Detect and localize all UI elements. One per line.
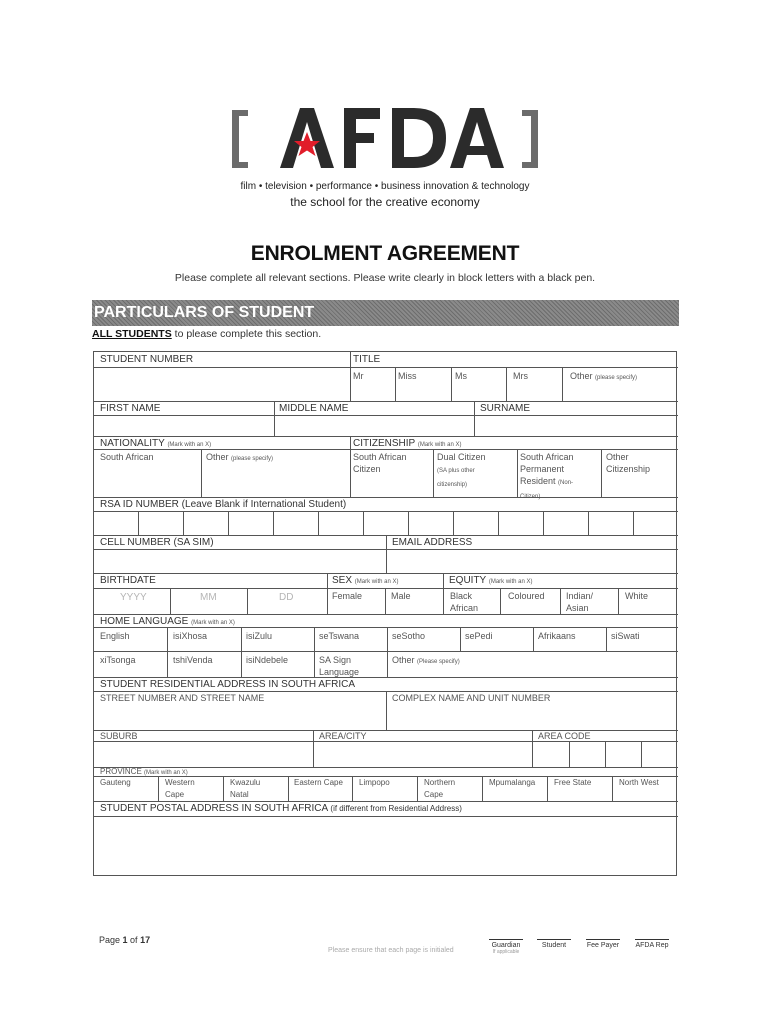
province-north-west[interactable]: North West — [619, 778, 659, 787]
first-name-label: FIRST NAME — [100, 403, 161, 414]
area-code-label: AREA CODE — [538, 731, 591, 741]
province-free-state[interactable]: Free State — [554, 778, 592, 787]
citizenship-dual[interactable]: Dual Citizen (SA plus other citizenship) — [437, 452, 486, 488]
lang-isindebele[interactable]: isiNdebele — [246, 655, 289, 665]
student-number-label: STUDENT NUMBER — [100, 354, 194, 365]
street-label: STREET NUMBER AND STREET NAME — [100, 693, 265, 703]
sex-male[interactable]: Male — [391, 591, 411, 601]
middle-name-label: MIDDLE NAME — [279, 403, 349, 414]
nationality-south-african[interactable]: South African — [100, 452, 154, 462]
email-label: EMAIL ADDRESS — [392, 537, 473, 548]
suburb-label: SUBURB — [100, 731, 138, 741]
citizenship-other[interactable]: Other Citizenship — [606, 452, 651, 474]
lang-siswati[interactable]: siSwati — [611, 631, 640, 641]
particulars-form — [93, 351, 677, 876]
slogan: the school for the creative economy — [290, 195, 480, 209]
residential-address-label: STUDENT RESIDENTIAL ADDRESS IN SOUTH AFRICA — [100, 679, 356, 690]
province-gauteng[interactable]: Gauteng — [100, 778, 131, 787]
lang-sesotho[interactable]: seSotho — [392, 631, 426, 641]
complex-label: COMPLEX NAME AND UNIT NUMBER — [392, 693, 551, 703]
home-language-label: HOME LANGUAGE (Mark with an X) — [100, 616, 235, 627]
student-initial[interactable]: Student — [534, 939, 574, 949]
email-input[interactable] — [387, 550, 678, 573]
postal-address-label: STUDENT POSTAL ADDRESS IN SOUTH AFRICA (if different from Residential Address) — [100, 803, 462, 814]
fee-payer-initial[interactable]: Fee Payer — [583, 939, 623, 949]
complex-input[interactable] — [387, 705, 678, 730]
title-mrs[interactable]: Mrs — [513, 371, 528, 381]
afda-rep-initial[interactable]: AFDA Rep — [631, 939, 673, 949]
nationality-label: NATIONALITY (Mark with an X) — [100, 438, 212, 449]
citizenship-permanent-resident[interactable]: South African Permanent Resident (Non- Citizen) — [520, 452, 574, 500]
tagline: film • television • performance • business innovation & technology — [240, 181, 530, 192]
section-header: PARTICULARS OF STUDENT — [92, 300, 679, 326]
birth-day-input[interactable]: DD — [279, 592, 294, 603]
lang-english[interactable]: English — [100, 631, 130, 641]
lang-sepedi[interactable]: sePedi — [465, 631, 493, 641]
lang-isixhosa[interactable]: isiXhosa — [173, 631, 208, 641]
equity-black-african[interactable]: Black African — [450, 591, 479, 613]
lang-afrikaans[interactable]: Afrikaans — [538, 631, 576, 641]
birth-year-input[interactable]: YYYY — [120, 592, 147, 603]
title-mr[interactable]: Mr — [353, 371, 364, 381]
page-number: Page 1 of 17 — [99, 935, 151, 945]
title-ms[interactable]: Ms — [455, 371, 467, 381]
guardian-initial[interactable]: Guardian If applicable — [486, 939, 526, 955]
sex-label: SEX (Mark with an X) — [332, 575, 399, 586]
initial-note: Please ensure that each page is initialed — [328, 947, 454, 954]
logo-letter-a2 — [450, 108, 504, 168]
province-mpumalanga[interactable]: Mpumalanga — [489, 778, 536, 787]
lang-other[interactable]: Other (Please specify) — [392, 655, 460, 665]
street-input[interactable] — [94, 705, 386, 730]
citizenship-sa-citizen[interactable]: South African Citizen — [353, 452, 407, 474]
document-subtitle: Please complete all relevant sections. Please write clearly in block letters with a black pen. — [174, 272, 596, 284]
title-label: TITLE — [353, 354, 381, 365]
area-city-input[interactable] — [314, 742, 532, 767]
lang-isizulu[interactable]: isiZulu — [246, 631, 273, 641]
province-kwazulu-natal[interactable]: Kwazulu Natal — [230, 778, 261, 799]
equity-white[interactable]: White — [625, 591, 649, 601]
birthdate-label: BIRTHDATE — [100, 575, 156, 586]
nationality-other[interactable]: Other (please specify) — [206, 452, 274, 462]
birth-month-input[interactable]: MM — [200, 592, 217, 603]
citizenship-label: CITIZENSHIP (Mark with an X) — [353, 438, 462, 449]
rsa-id-label: RSA ID NUMBER (Leave Blank if International Student) — [100, 499, 347, 510]
first-name-input[interactable] — [94, 415, 274, 436]
province-label: PROVINCE (Mark with an X) — [100, 767, 188, 776]
surname-label: SURNAME — [480, 403, 531, 414]
cell-number-label: CELL NUMBER (SA SIM) — [100, 537, 214, 548]
sex-female[interactable]: Female — [332, 591, 363, 601]
logo-right-bracket — [531, 110, 538, 168]
logo-letter-d — [392, 108, 446, 168]
section-note: ALL STUDENTS to please complete this section. — [92, 328, 322, 340]
postal-address-input[interactable] — [94, 817, 678, 875]
area-city-label: AREA/CITY — [319, 731, 367, 741]
equity-label: EQUITY (Mark with an X) — [449, 575, 533, 586]
logo-left-bracket — [232, 110, 239, 168]
lang-xitsonga[interactable]: xiTsonga — [100, 655, 136, 665]
lang-sa-sign-language[interactable]: SA Sign Language — [319, 655, 360, 677]
province-eastern-cape[interactable]: Eastern Cape — [294, 778, 343, 787]
suburb-input[interactable] — [94, 742, 313, 767]
lang-tshivenda[interactable]: tshiVenda — [173, 655, 213, 665]
surname-input[interactable] — [475, 415, 678, 436]
title-miss[interactable]: Miss — [398, 371, 417, 381]
province-limpopo[interactable]: Limpopo — [359, 778, 390, 787]
lang-setswana[interactable]: seTswana — [319, 631, 360, 641]
title-other[interactable]: Other (please specify) — [570, 371, 638, 381]
province-northern-cape[interactable]: Northern Cape — [424, 778, 456, 799]
afda-logo — [232, 106, 538, 172]
document-title: ENROLMENT AGREEMENT — [250, 242, 520, 265]
cell-number-input[interactable] — [94, 550, 386, 573]
rsa-id-boxes[interactable] — [94, 511, 678, 535]
province-western-cape[interactable]: Western Cape — [165, 778, 195, 799]
equity-coloured[interactable]: Coloured — [508, 591, 545, 601]
equity-indian-asian[interactable]: Indian/ Asian — [566, 591, 594, 613]
middle-name-input[interactable] — [275, 415, 474, 436]
